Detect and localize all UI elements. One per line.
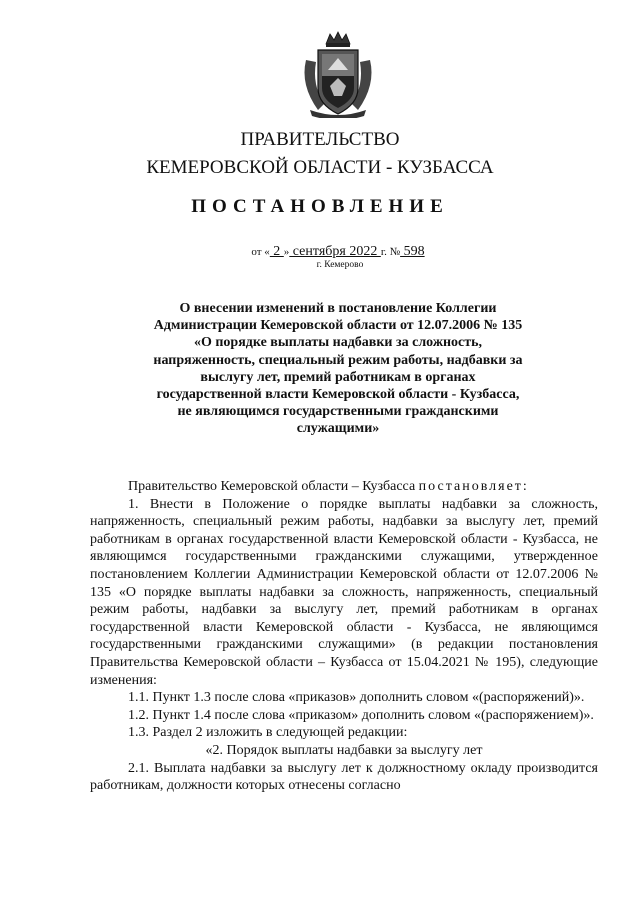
dateline-number: 598: [400, 244, 425, 259]
document-city: г. Кемерово: [316, 260, 364, 270]
paragraph-2-1: 2.1. Выплата надбавки за выслугу лет к должностному окладу производится работникам, должности которых отнесены согласно: [90, 760, 598, 794]
dateline-mid: »: [283, 246, 290, 258]
dateline-month-year: сентября 2022: [289, 244, 381, 259]
document-body: [90, 478, 598, 795]
dateline-from: от «: [251, 246, 270, 258]
government-name-line2: КЕМЕРОВСКОЙ ОБЛАСТИ - КУЗБАССА: [146, 157, 494, 178]
government-name-line1: ПРАВИТЕЛЬСТВО: [240, 129, 400, 150]
section-2-title: «2. Порядок выплаты надбавки за выслугу лет: [205, 742, 483, 758]
resolution-heading: О внесении изменений в постановление Коллегии Администрации Кемеровской области от 12.07.2006 № 135 «О порядке выплаты надбавки за сложность, напряженность, специальный режим работы, надбавки за выслугу лет, премий работникам в органах государственной власти Кемеровской области - Кузбасса, не являющимся государственными гражданскими служащими»: [153, 301, 523, 437]
dateline-day: 2: [269, 244, 284, 259]
intro-paragraph: [90, 478, 598, 496]
paragraph-1-3: 1.3. Раздел 2 изложить в следующей редакции:: [128, 725, 408, 741]
paragraph-1: 1. Внести в Положение о порядке выплаты надбавки за сложность, напряженность, специальный режим работы, надбавки за выслугу лет, премий работникам в органах государственной власти Кемеровской области - Кузбасса, не являющимся государственными гражданскими служащими, утвержденное постановлением Коллегии Администрации Кемеровской области от 12.07.2006 № 135 «О порядке выплаты надбавки за сложность, напряженность, специальный режим работы, надбавки за выслугу лет, премий работникам в органах государственной власти Кемеровской области - Кузбасса, не являющимся государственными гражданскими служащими» (в редакции постановления Правительства Кемеровской области – Кузбасса от 15.04.2021 № 195), следующие изменения:: [90, 496, 598, 688]
document-dateline: [0, 244, 640, 260]
coat-of-arms-emblem: [296, 30, 380, 118]
intro-text: Правительство Кемеровской области – Кузбасса: [128, 479, 419, 494]
dateline-number-label: г. №: [380, 246, 401, 258]
intro-verb: постановляет:: [418, 479, 529, 494]
document-type-title: ПОСТАНОВЛЕНИЕ: [191, 196, 449, 217]
paragraph-1-1: 1.1. Пункт 1.3 после слова «приказов» дополнить словом «(распоряжений)».: [128, 690, 585, 706]
paragraph-1-2: 1.2. Пункт 1.4 после слова «приказом» дополнить словом «(распоряжением)».: [128, 707, 594, 723]
